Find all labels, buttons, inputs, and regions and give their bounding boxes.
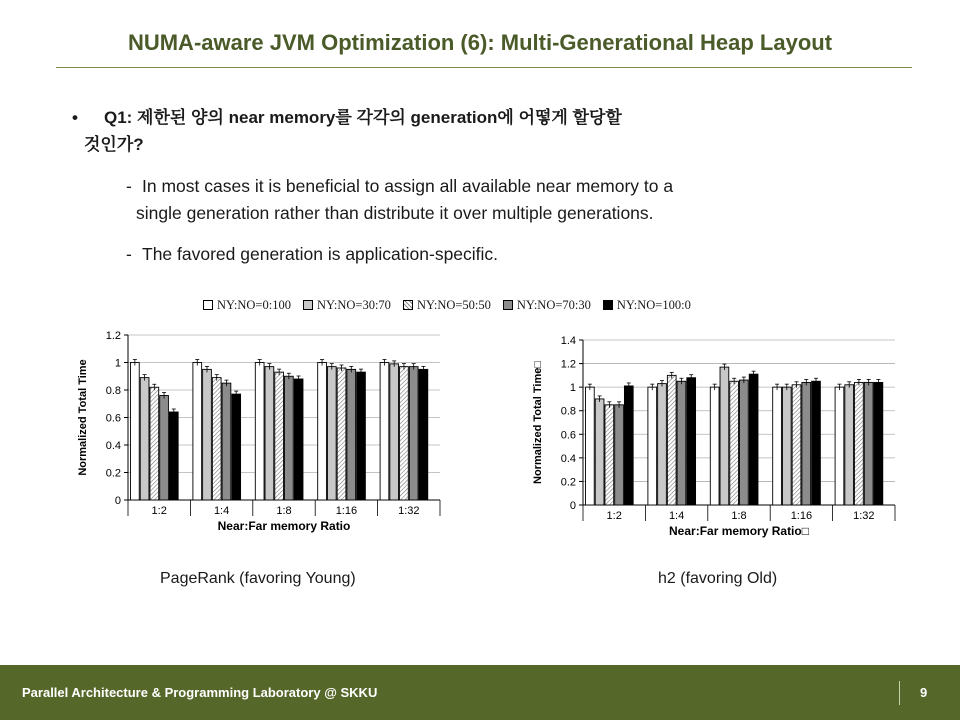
legend-label: NY:NO=30:70 <box>316 297 391 312</box>
bar <box>782 387 791 505</box>
bar <box>222 383 231 500</box>
bar <box>347 369 356 500</box>
legend-label: NY:NO=0:100 <box>217 297 291 312</box>
bar <box>337 368 346 500</box>
x-tick-label: 1:4 <box>668 510 685 522</box>
bar <box>624 386 633 505</box>
bar <box>318 363 327 501</box>
bar <box>739 380 748 505</box>
bar <box>667 375 676 505</box>
bar <box>212 378 221 500</box>
pagerank-chart <box>70 325 450 540</box>
question-bullet <box>72 104 904 158</box>
question-line-2: 것인가? <box>84 135 144 154</box>
bar <box>687 378 696 505</box>
bar <box>648 387 657 505</box>
bar <box>710 387 719 505</box>
footer-lab-name: Parallel Architecture & Programming Laboratory @ SKKU <box>22 685 378 700</box>
legend-item <box>303 297 391 313</box>
legend-item <box>503 297 591 313</box>
y-tick-label: 0.6 <box>560 429 576 442</box>
sub-dash: - <box>126 176 132 196</box>
legend-item <box>403 297 491 313</box>
bar <box>169 412 178 500</box>
y-tick-label: 0.4 <box>105 440 121 452</box>
h2-chart <box>525 330 905 545</box>
bar <box>193 363 202 501</box>
bar <box>160 396 169 501</box>
x-tick-label: 1:16 <box>335 505 358 517</box>
bar <box>855 382 864 505</box>
sub-point-1 <box>126 173 886 227</box>
bar <box>658 384 667 505</box>
y-tick-label: 1.2 <box>560 358 576 371</box>
legend-swatch <box>603 300 613 310</box>
bar <box>677 381 686 505</box>
legend-label: NY:NO=50:50 <box>416 297 491 312</box>
footer-bar <box>0 665 960 720</box>
bar <box>730 381 739 505</box>
x-axis-label: Near:Far memory Ratio□ <box>669 524 809 538</box>
x-tick-label: 1:32 <box>398 505 420 517</box>
bar <box>749 374 758 505</box>
legend-label: NY:NO=70:30 <box>516 297 591 312</box>
bar <box>845 385 854 505</box>
bar <box>615 405 624 505</box>
bar <box>294 379 303 500</box>
legend-item <box>603 297 691 313</box>
x-tick-label: 1:4 <box>213 505 230 517</box>
y-tick-label: 0.8 <box>560 405 576 418</box>
bar <box>327 367 336 500</box>
caption-h2: h2 (favoring Old) <box>658 570 778 587</box>
sub-dash: - <box>126 244 132 264</box>
page-number: 9 <box>920 685 928 700</box>
bar <box>400 367 409 500</box>
bar <box>792 385 801 505</box>
bar <box>284 376 293 500</box>
bar <box>130 363 139 501</box>
x-axis-label: Near:Far memory Ratio <box>217 519 351 533</box>
bar <box>140 378 149 500</box>
sub-point-2-text: The favored generation is application-specific. <box>142 244 499 264</box>
y-tick-label: 0.4 <box>560 452 576 465</box>
y-tick-label: 0.8 <box>105 385 121 397</box>
y-axis-label: Normalized Total Time <box>77 359 89 476</box>
bullet-dot: • <box>72 108 78 127</box>
x-tick-label: 1:2 <box>606 510 622 522</box>
bar <box>802 382 811 505</box>
bar <box>773 387 782 505</box>
bar <box>150 387 159 500</box>
x-tick-label: 1:32 <box>853 510 875 522</box>
question-line-1: Q1: 제한된 양의 near memory를 각각의 generation에 어떻게 할당할 <box>104 108 622 127</box>
legend-swatch <box>203 300 213 310</box>
bar <box>605 405 614 505</box>
bar <box>835 387 844 505</box>
y-tick-label: 0 <box>114 495 121 507</box>
bar <box>390 364 399 500</box>
bar <box>720 367 729 505</box>
title-divider <box>56 67 912 68</box>
bar <box>380 363 389 501</box>
bar <box>812 381 821 505</box>
y-tick-label: 0 <box>569 500 576 512</box>
bar <box>409 367 418 500</box>
x-tick-label: 1:8 <box>731 510 747 522</box>
y-tick-label: 1 <box>114 357 121 370</box>
bar <box>357 372 366 500</box>
footer-separator <box>899 681 900 705</box>
chart-legend <box>203 297 691 313</box>
bar <box>864 382 873 505</box>
sub-point-1-line-1: In most cases it is beneficial to assign all available near memory to a <box>142 176 674 196</box>
bar <box>265 367 274 500</box>
legend-swatch <box>403 300 413 310</box>
x-tick-label: 1:2 <box>151 505 167 517</box>
y-tick-label: 1.2 <box>105 330 121 342</box>
bar <box>585 387 594 505</box>
y-axis-label: Normalized Total Time□ <box>532 361 544 484</box>
legend-swatch <box>303 300 313 310</box>
legend-label: NY:NO=100:0 <box>616 297 691 312</box>
y-tick-label: 1.4 <box>560 335 576 347</box>
bar <box>203 369 212 500</box>
legend-item <box>203 297 291 313</box>
y-tick-label: 0.2 <box>560 476 576 489</box>
bar <box>595 399 604 505</box>
x-tick-label: 1:8 <box>276 505 292 517</box>
sub-point-2 <box>126 241 886 268</box>
caption-pagerank: PageRank (favoring Young) <box>160 570 356 587</box>
bar <box>255 363 264 501</box>
bar <box>232 394 241 500</box>
bar <box>275 372 284 500</box>
y-tick-label: 0.2 <box>105 467 121 480</box>
x-tick-label: 1:16 <box>790 510 813 522</box>
bar <box>874 382 883 505</box>
legend-swatch <box>503 300 513 310</box>
y-tick-label: 0.6 <box>105 412 121 425</box>
bar <box>419 369 428 500</box>
sub-point-1-line-2: single generation rather than distribute it over multiple generations. <box>136 203 654 223</box>
y-tick-label: 1 <box>569 382 576 395</box>
slide-title: NUMA-aware JVM Optimization (6): Multi-Generational Heap Layout <box>127 30 833 55</box>
